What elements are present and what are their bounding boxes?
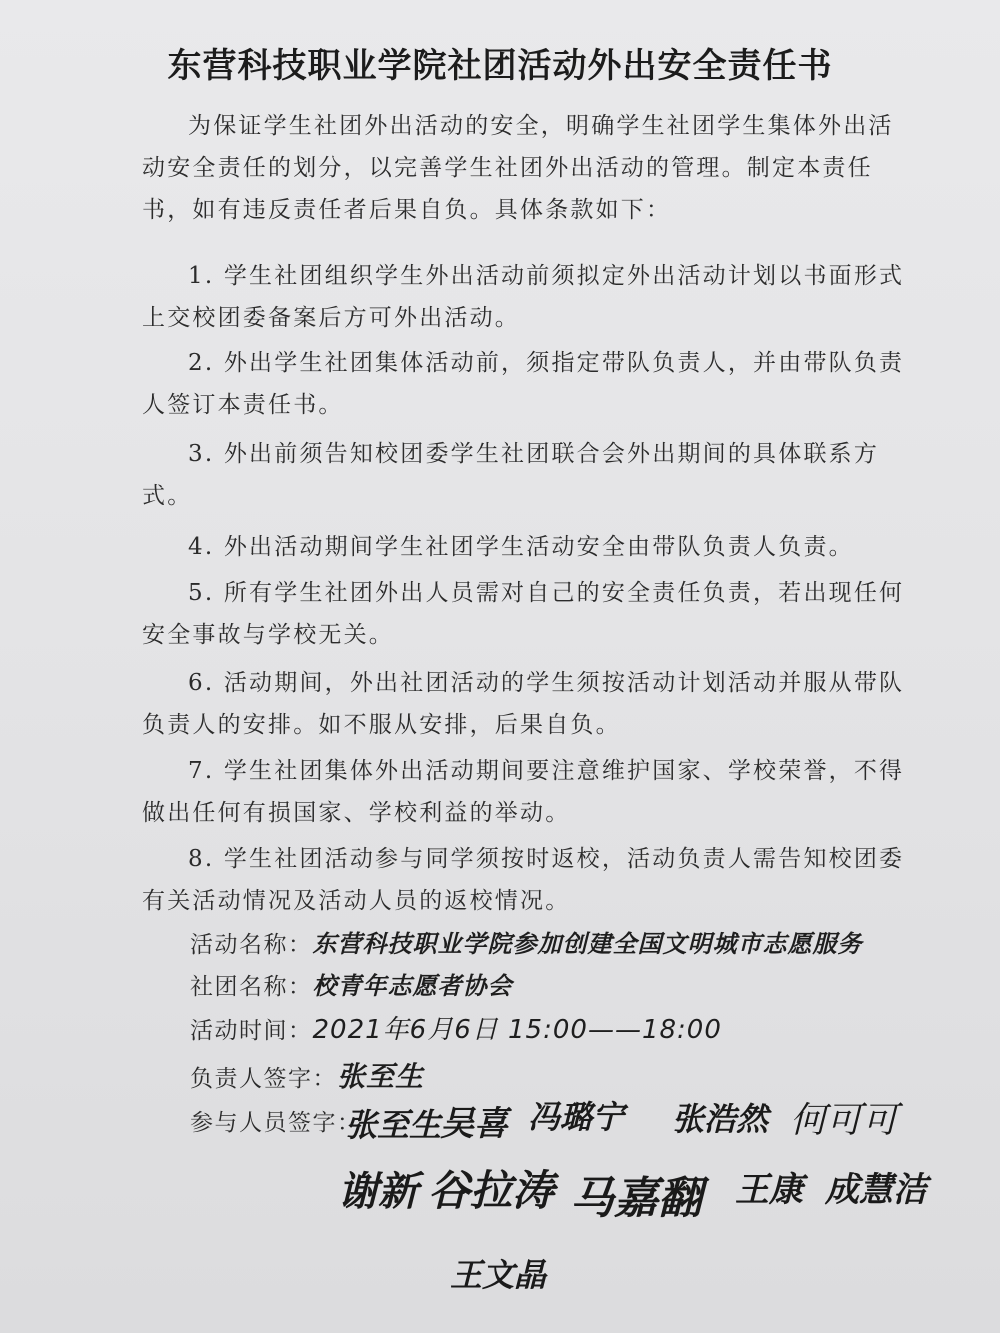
clause-7: 7. 学生社团集体外出活动期间要注意维护国家、学校荣誉，不得做出任何有损国家、学校利益的举动。 <box>142 758 905 826</box>
club-name-label: 社团名称： <box>190 974 313 1000</box>
intro-paragraph: 为保证学生社团外出活动的安全，明确学生社团学生集体外出活动安全责任的划分，以完善学生社团外出活动的管理。制定本责任书，如有违反责任者后果自负。具体条款如下： <box>142 113 894 223</box>
participant-signature: 张至生 <box>345 1106 442 1144</box>
participant-signature: 吴喜 <box>440 1104 508 1144</box>
participants-signature-label: 参与人员签字： <box>190 1110 362 1136</box>
leader-signature-label: 负责人签字： <box>190 1066 337 1092</box>
activity-name-field <box>190 924 863 965</box>
activity-time-label: 活动时间： <box>190 1018 313 1044</box>
participant-signature: 马嘉翻 <box>570 1173 702 1224</box>
participants-signature-field <box>190 1103 362 1143</box>
participant-signature: 谢新 <box>338 1169 418 1215</box>
participant-signature: 谷拉涛 <box>428 1166 555 1215</box>
participant-signature: 张浩然 <box>672 1100 769 1138</box>
clause-3: 3. 外出前须告知校团委学生社团联合会外出期间的具体联系方式。 <box>142 441 880 509</box>
clause-1: 1. 学生社团组织学生外出活动前须拟定外出活动计划以书面形式上交校团委备案后方可外出活动。 <box>142 263 905 331</box>
clause-6: 6. 活动期间，外出社团活动的学生须按活动计划活动并服从带队负责人的安排。如不服从安排，后果自负。 <box>142 670 905 738</box>
participant-signature: 王康 <box>735 1170 803 1210</box>
document-title: 东营科技职业学院社团活动外出安全责任书 <box>167 46 833 86</box>
activity-time-value: 2021年6月6日 15:00——18:00 <box>312 1015 722 1045</box>
clause-5: 5. 所有学生社团外出人员需对自己的安全责任负责，若出现任何安全事故与学校无关。 <box>142 580 905 648</box>
leader-signature: 张至生 <box>337 1060 425 1093</box>
participant-signature: 成慧洁 <box>825 1170 927 1210</box>
activity-name-label: 活动名称： <box>190 932 313 958</box>
participant-signature: 何可可 <box>790 1100 899 1141</box>
leader-signature-field <box>190 1057 424 1099</box>
participant-signature: 王文晶 <box>450 1256 547 1294</box>
clause-8: 8. 学生社团活动参与同学须按时返校，活动负责人需告知校团委有关活动情况及活动人员的返校情况。 <box>142 846 905 914</box>
clause-2: 2. 外出学生社团集体活动前，须指定带队负责人，并由带队负责人签订本责任书。 <box>142 350 905 418</box>
club-name-field <box>190 966 513 1007</box>
activity-name-value: 东营科技职业学院参加创建全国文明城市志愿服务 <box>312 930 863 958</box>
clause-4: 4. 外出活动期间学生社团学生活动安全由带队负责人负责。 <box>188 534 854 560</box>
club-name-value: 校青年志愿者协会 <box>312 972 513 1000</box>
participant-signature: 冯璐宁 <box>528 1098 625 1136</box>
activity-time-field <box>190 1010 722 1051</box>
